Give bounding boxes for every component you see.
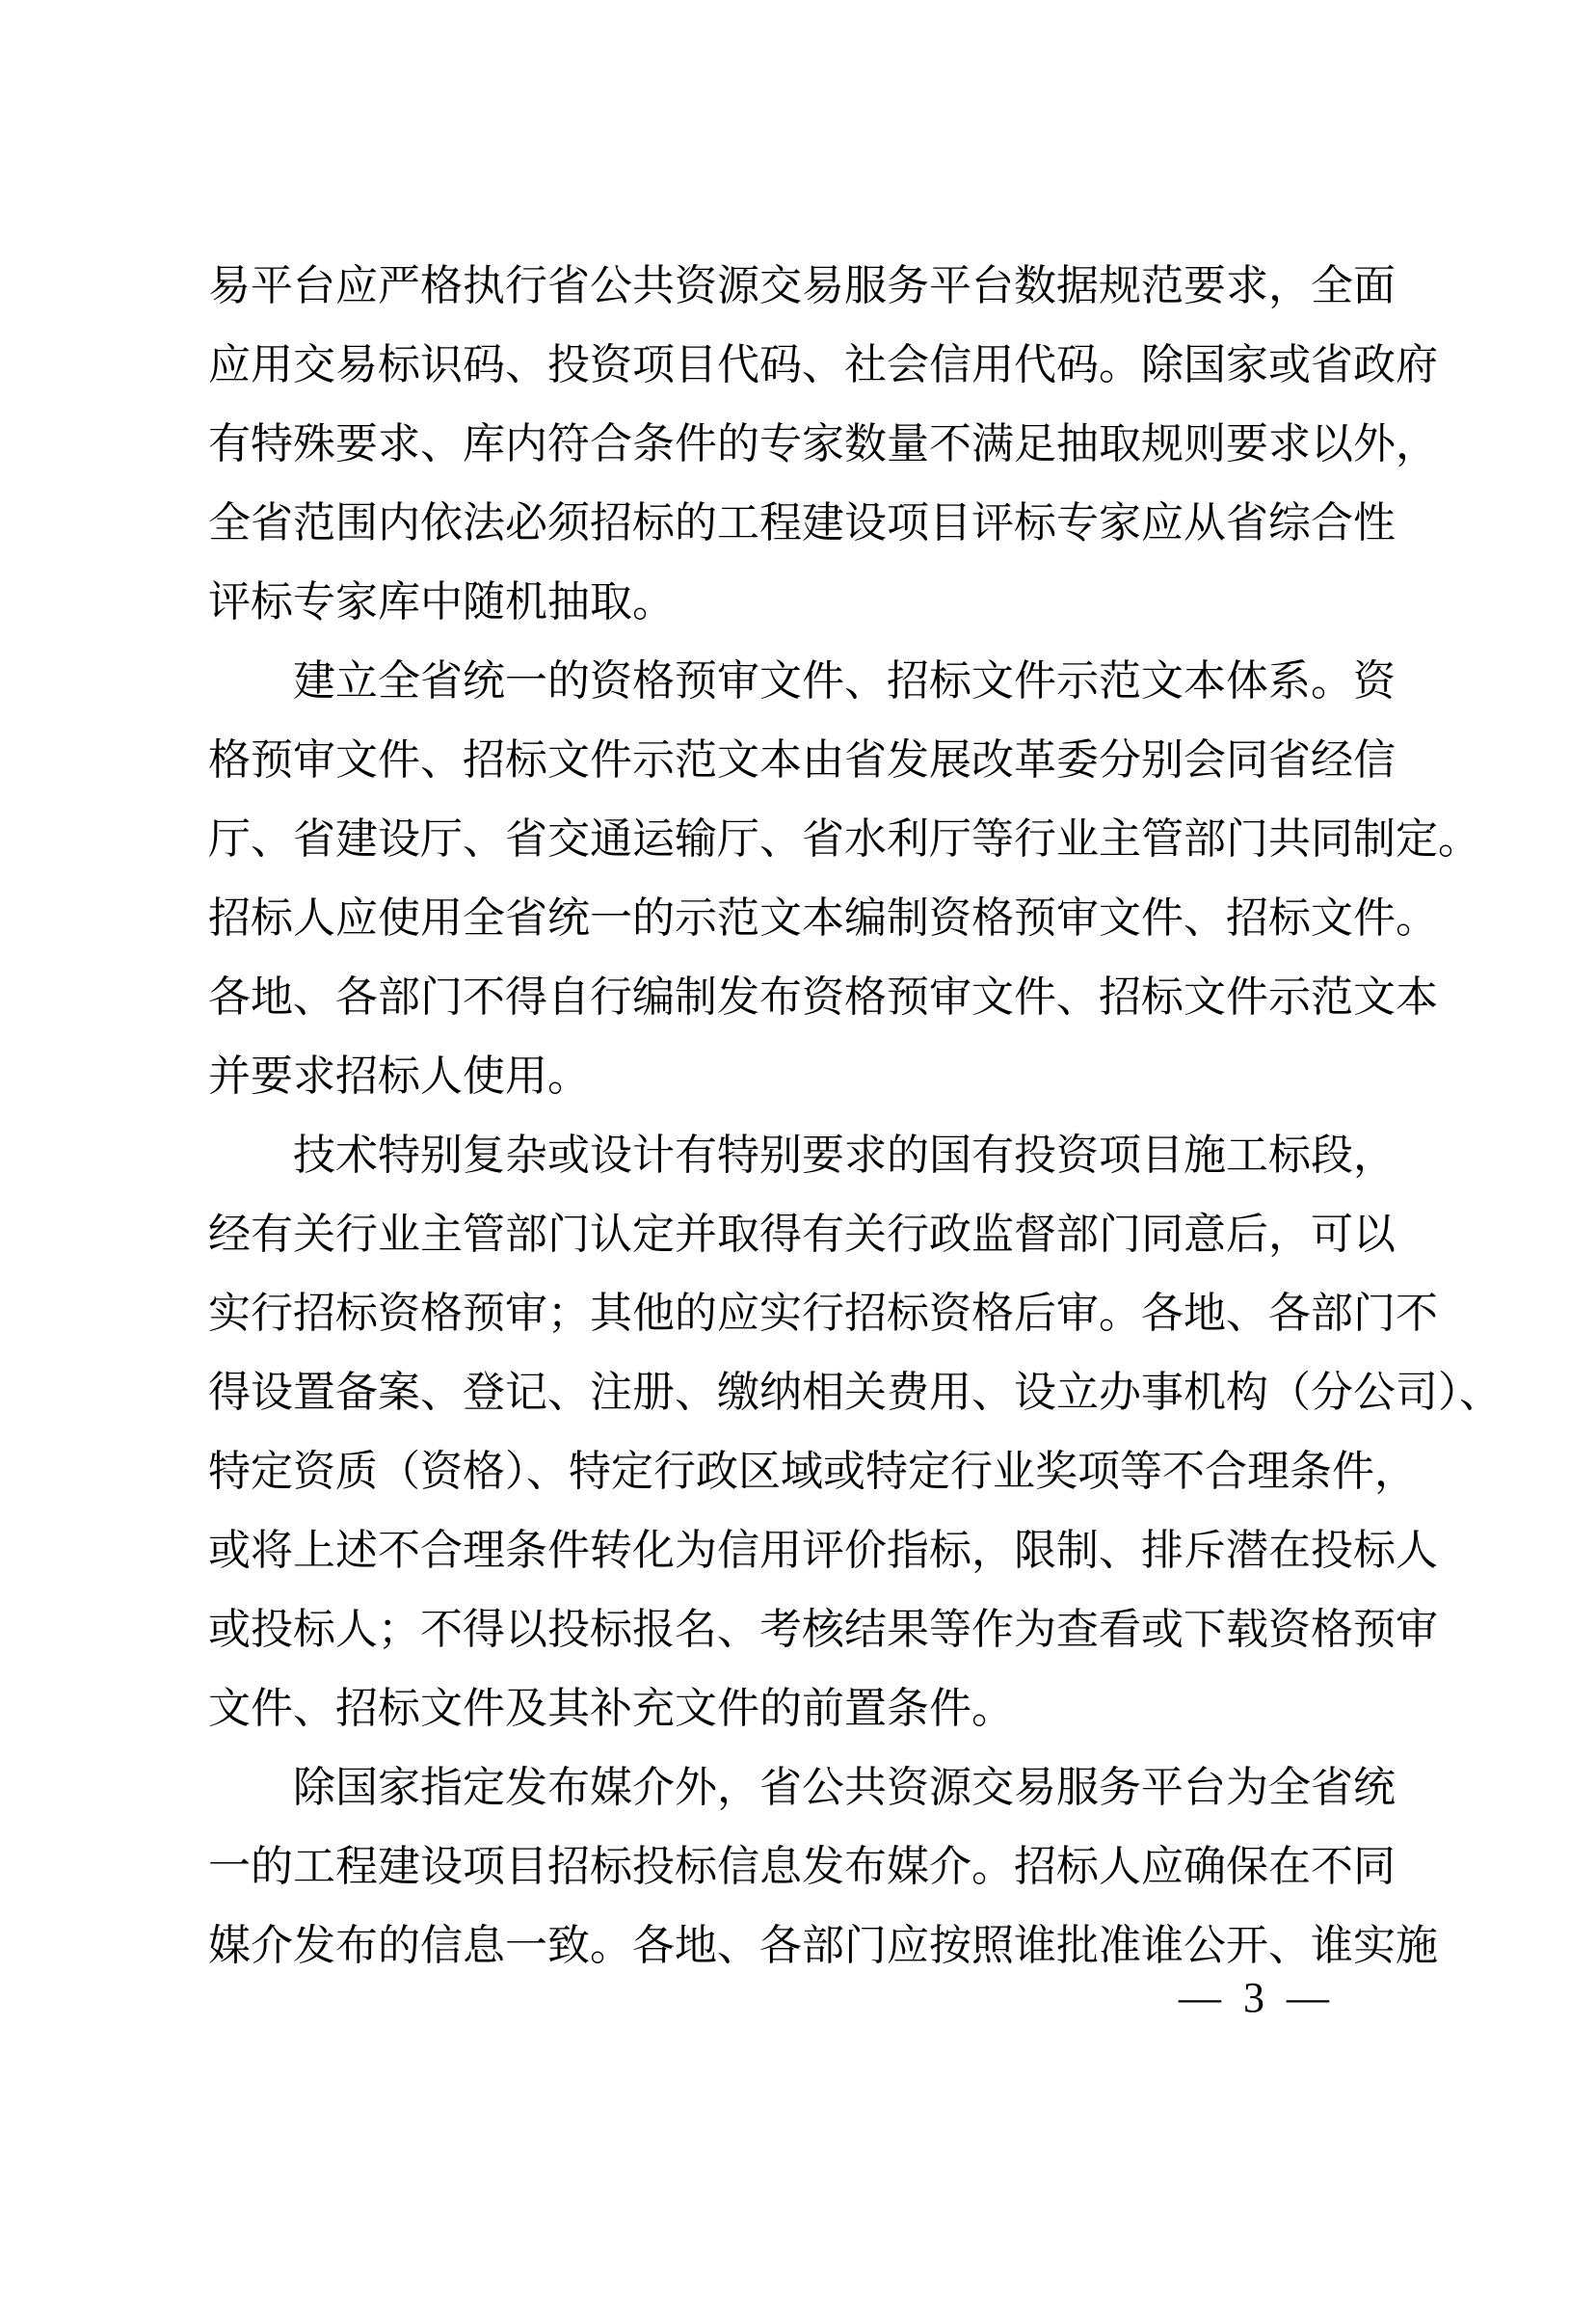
text-line: 技术特别复杂或设计有特别要求的国有投资项目施工标段， — [293, 1132, 1396, 1179]
text-line: 文件、招标文件及其补充文件的前置条件。 — [208, 1685, 1014, 1732]
text-line: 特定资质（资格）、特定行政区域或特定行业奖项等不合理条件， — [208, 1448, 1417, 1495]
text-line: 经有关行业主管部门认定并取得有关行政监督部门同意后，可以 — [208, 1211, 1396, 1258]
text-line: 媒介发布的信息一致。各地、各部门应按照谁批准谁公开、谁实施 — [208, 1922, 1438, 1969]
page-number: — 3 — — [1179, 1974, 1335, 2021]
text-line: 应用交易标识码、投资项目代码、社会信用代码。除国家或省政府 — [208, 341, 1438, 388]
text-line: 一的工程建设项目招标投标信息发布媒介。招标人应确保在不同 — [208, 1843, 1396, 1890]
text-line: 招标人应使用全省统一的示范文本编制资格预审文件、招标文件。 — [208, 894, 1438, 942]
text-line: 并要求招标人使用。 — [208, 1053, 590, 1100]
text-line: 各地、各部门不得自行编制发布资格预审文件、招标文件示范文本 — [208, 973, 1438, 1021]
text-line: 评标专家库中随机抽取。 — [208, 578, 675, 626]
document-body — [208, 247, 1502, 1986]
text-line: 全省范围内依法必须招标的工程建设项目评标专家应从省综合性 — [208, 499, 1396, 547]
text-line: 建立全省统一的资格预审文件、招标文件示范文本体系。资 — [293, 657, 1396, 705]
text-line: 格预审文件、招标文件示范文本由省发展改革委分别会同省经信 — [208, 736, 1396, 784]
text-line: 易平台应严格执行省公共资源交易服务平台数据规范要求，全面 — [208, 262, 1396, 309]
text-line: 实行招标资格预审；其他的应实行招标资格后审。各地、各部门不 — [208, 1290, 1438, 1337]
text-line: 有特殊要求、库内符合条件的专家数量不满足抽取规则要求以外， — [208, 420, 1438, 467]
text-line: 厅、省建设厅、省交通运输厅、省水利厅等行业主管部门共同制定。 — [208, 815, 1480, 863]
text-line: 或将上述不合理条件转化为信用评价指标，限制、排斥潜在投标人 — [208, 1527, 1438, 1574]
text-line: 或投标人；不得以投标报名、考核结果等作为查看或下载资格预审 — [208, 1606, 1438, 1653]
text-line: 除国家指定发布媒介外，省公共资源交易服务平台为全省统 — [293, 1764, 1396, 1811]
text-line: 得设置备案、登记、注册、缴纳相关费用、设立办事机构（分公司）、 — [208, 1369, 1502, 1416]
